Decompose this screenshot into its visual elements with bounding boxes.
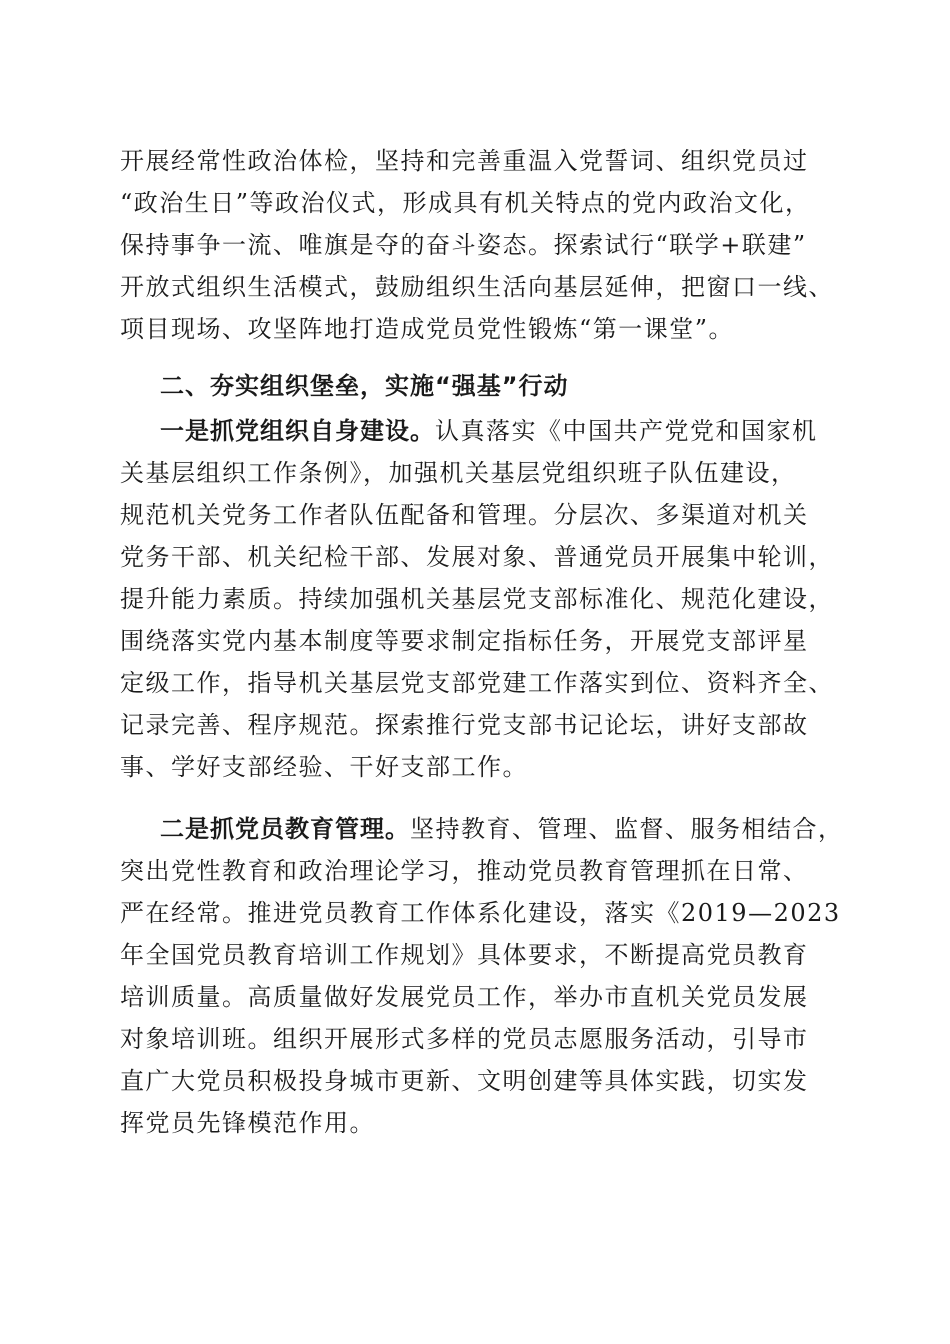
item-first-line-text: 坚持教育、管理、监督、服务相结合， xyxy=(410,815,844,843)
text-line: 突出党性教育和政治理论学习，推动党员教育管理抓在日常、 xyxy=(120,857,809,885)
item-first-line-text: 认真落实《中国共产党党和国家机 xyxy=(435,417,818,445)
text-line: 开放式组织生活模式，鼓励组织生活向基层延伸，把窗口一线、 xyxy=(120,273,834,301)
text-line: 对象培训班。组织开展形式多样的党员志愿服务活动，引导市 xyxy=(120,1025,809,1053)
text-line: 直广大党员积极投身城市更新、文明创建等具体实践，切实发 xyxy=(120,1067,809,1095)
section-heading-text: 二、夯实组织堡垒，实施“强基”行动 xyxy=(160,372,569,400)
item-member-education xyxy=(120,808,850,1144)
text-line: 项目现场、攻坚阵地打造成党员党性锻炼“第一课堂”。 xyxy=(120,315,735,343)
text-line: 定级工作，指导机关基层党支部党建工作落实到位、资料齐全、 xyxy=(120,669,834,697)
text-line: 党务干部、机关纪检干部、发展对象、普通党员开展集中轮训， xyxy=(120,543,834,571)
text-line: 提升能力素质。持续加强机关基层党支部标准化、规范化建设， xyxy=(120,585,834,613)
text-line: 开展经常性政治体检，坚持和完善重温入党誓词、组织党员过 xyxy=(120,147,809,175)
text-line: 关基层组织工作条例》，加强机关基层党组织班子队伍建设， xyxy=(120,459,797,487)
text-line: 严在经常。推进党员教育工作体系化建设，落实《2019—2023 xyxy=(120,899,841,927)
paragraph-continuation xyxy=(120,140,850,350)
text-line: 记录完善、程序规范。探索推行党支部书记论坛，讲好支部故 xyxy=(120,711,809,739)
item-first-line xyxy=(120,410,850,452)
text-line: 事、学好支部经验、干好支部工作。 xyxy=(120,753,528,781)
item-party-organization xyxy=(120,410,850,788)
text-line: 围绕落实党内基本制度等要求制定指标任务，开展党支部评星 xyxy=(120,627,809,655)
text-line: 规范机关党务工作者队伍配备和管理。分层次、多渠道对机关 xyxy=(120,501,809,529)
section-heading xyxy=(120,365,850,407)
text-line: 挥党员先锋模范作用。 xyxy=(120,1109,375,1137)
item-lead: 一是抓党组织自身建设。 xyxy=(160,417,435,445)
text-line: 年全国党员教育培训工作规划》具体要求，不断提高党员教育 xyxy=(120,941,809,969)
text-line: 培训质量。高质量做好发展党员工作，举办市直机关党员发展 xyxy=(120,983,809,1011)
item-lead: 二是抓党员教育管理。 xyxy=(160,815,410,843)
text-line: “政治生日”等政治仪式，形成具有机关特点的党内政治文化， xyxy=(120,189,811,217)
item-first-line xyxy=(120,808,850,850)
text-line: 保持事争一流、唯旗是夺的奋斗姿态。探索试行“联学+联建” xyxy=(120,231,807,259)
